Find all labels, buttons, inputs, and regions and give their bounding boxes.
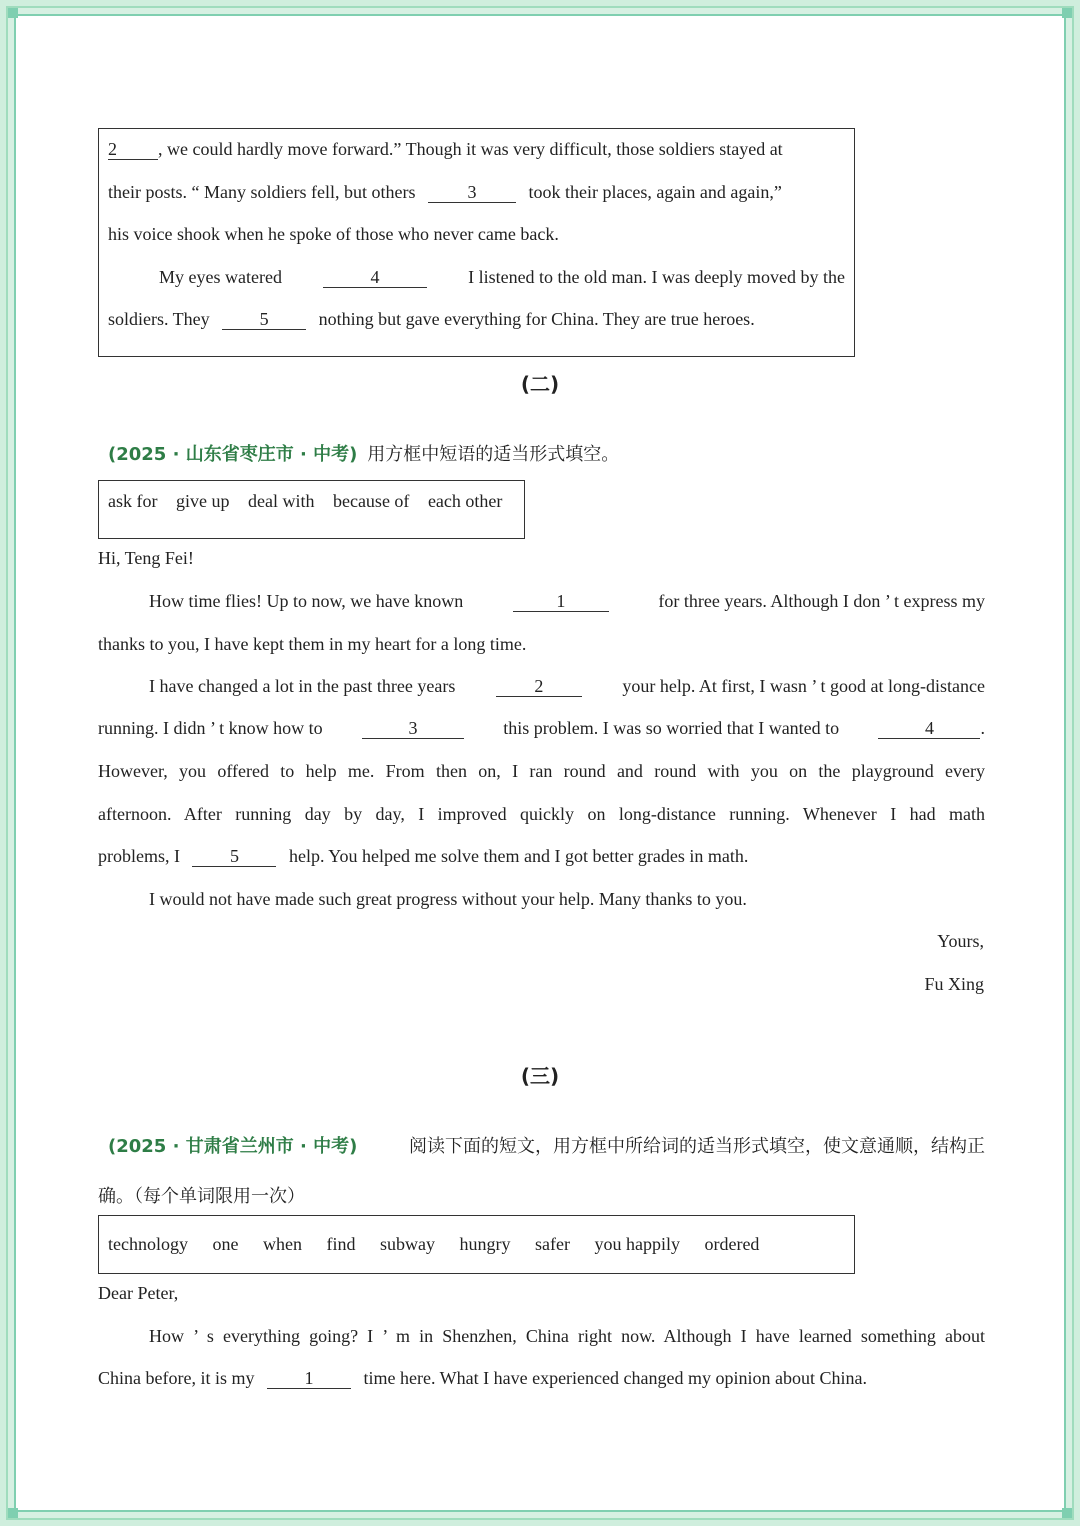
s3-p2 [98,1368,867,1389]
s2-p6-b: help. You helped me solve them and I got better grades in math. [288,846,749,866]
s2-p7: I would not have made such great progress without your help. Many thanks to you. [149,889,747,909]
blank-4[interactable]: 4 [323,267,427,288]
phrase-give-up: give up [175,491,230,511]
phrase-list [108,491,502,512]
word-hungry: hungry [459,1234,511,1254]
corner-ornament [8,8,18,18]
section-heading-3: (三) [520,1064,560,1088]
section-heading-2: (二) [520,372,560,396]
s1-line-3: his voice shook when he spoke of those who never came back. [108,224,559,244]
s1-line-5-a: soldiers. They [108,309,210,329]
s2-p6 [98,846,748,867]
word-you-happily: you happily [594,1234,680,1254]
word-find: find [326,1234,356,1254]
word-ordered: ordered [704,1234,760,1254]
s2-signature: Fu Xing [924,974,984,994]
word-list [108,1234,759,1255]
phrase-deal-with: deal with [247,491,315,511]
s1-line-4 [159,267,845,288]
s2-blank-5[interactable]: 5 [192,846,276,867]
word-subway: subway [379,1234,435,1254]
s2-p3-a: running. I didn ’ t know how to [98,718,323,738]
blank-5[interactable]: 5 [222,309,306,330]
s1-line-1 [108,139,783,160]
s2-blank-2[interactable]: 2 [496,676,582,697]
s2-question-header [108,440,619,466]
s3-p2-b: time here. What I have experienced changed my opinion about China. [363,1368,867,1388]
phrase-ask-for: ask for [108,491,158,511]
s2-source: (2025 · 山东省枣庄市 · 中考) [108,444,358,465]
s1-line-1-text: , we could hardly move forward.” Though it was very difficult, those soldiers stayed at [158,139,783,159]
s3-question-header [108,1132,985,1158]
s2-p3 [98,718,985,739]
word-when: when [262,1234,302,1254]
s3-source: (2025 · 甘肃省兰州市 · 中考) [108,1136,358,1157]
corner-ornament [8,1508,18,1518]
word-safer: safer [534,1234,570,1254]
s1-line-2 [108,182,782,203]
s2-p2 [149,676,985,697]
s1-line-4-b: I listened to the old man. I was deeply moved by the [468,267,845,287]
phrase-because-of: because of [332,491,410,511]
s2-p3-c: . [980,718,985,738]
s1-line-2-b: took their places, again and again,” [528,182,782,202]
s1-line-4-a: My eyes watered [159,267,282,287]
blank-3[interactable]: 3 [428,182,516,203]
s2-p1-b: for three years. Although I don ’ t express my [658,591,985,611]
s1-line-2-a: their posts. “ Many soldiers fell, but others [108,182,416,202]
corner-ornament [1062,1508,1072,1518]
s2-blank-4[interactable]: 4 [878,718,980,739]
s3-instruction-a: 阅读下面的短文，用方框中所给词的适当形式填空，使文意通顺，结构正 [409,1136,985,1157]
s2-p3-b: this problem. I was so worried that I wanted to [503,718,840,738]
s2-p4: However, you offered to help me. From then on, I ran round and round with you on the playground every [98,761,985,781]
s2-blank-3[interactable]: 3 [362,718,464,739]
s1-line-5 [108,309,755,330]
s2-p1-c: thanks to you, I have kept them in my heart for a long time. [98,634,527,654]
s2-greeting: Hi, Teng Fei! [98,548,194,568]
s2-closing: Yours, [937,931,984,951]
s2-blank-1[interactable]: 1 [513,591,609,612]
s2-p6-a: problems, I [98,846,180,866]
s1-line-5-b: nothing but gave everything for China. They are true heroes. [318,309,755,329]
s3-instruction-b: 确。（每个单词限用一次） [98,1186,305,1207]
s2-p2-b: your help. At first, I wasn ’ t good at long-distance [622,676,985,696]
s2-p2-a: I have changed a lot in the past three years [149,676,456,696]
s2-p1-a: How time flies! Up to now, we have known [149,591,464,611]
s3-blank-1[interactable]: 1 [267,1368,351,1389]
word-technology: technology [108,1234,188,1254]
s2-instruction: 用方框中短语的适当形式填空。 [367,444,620,465]
s3-p1: How ’ s everything going? I ’ m in Shenzhen, China right now. Although I have learned something about [149,1326,985,1346]
phrase-each-other: each other [427,491,503,511]
s2-p5: afternoon. After running day by day, I improved quickly on long-distance running. Whenever I had math [98,804,985,824]
corner-ornament [1062,8,1072,18]
blank-2[interactable]: 2 [108,139,158,160]
s3-p2-a: China before, it is my [98,1368,255,1388]
s3-greeting: Dear Peter, [98,1283,179,1303]
s2-p1 [149,591,985,612]
word-one: one [212,1234,239,1254]
